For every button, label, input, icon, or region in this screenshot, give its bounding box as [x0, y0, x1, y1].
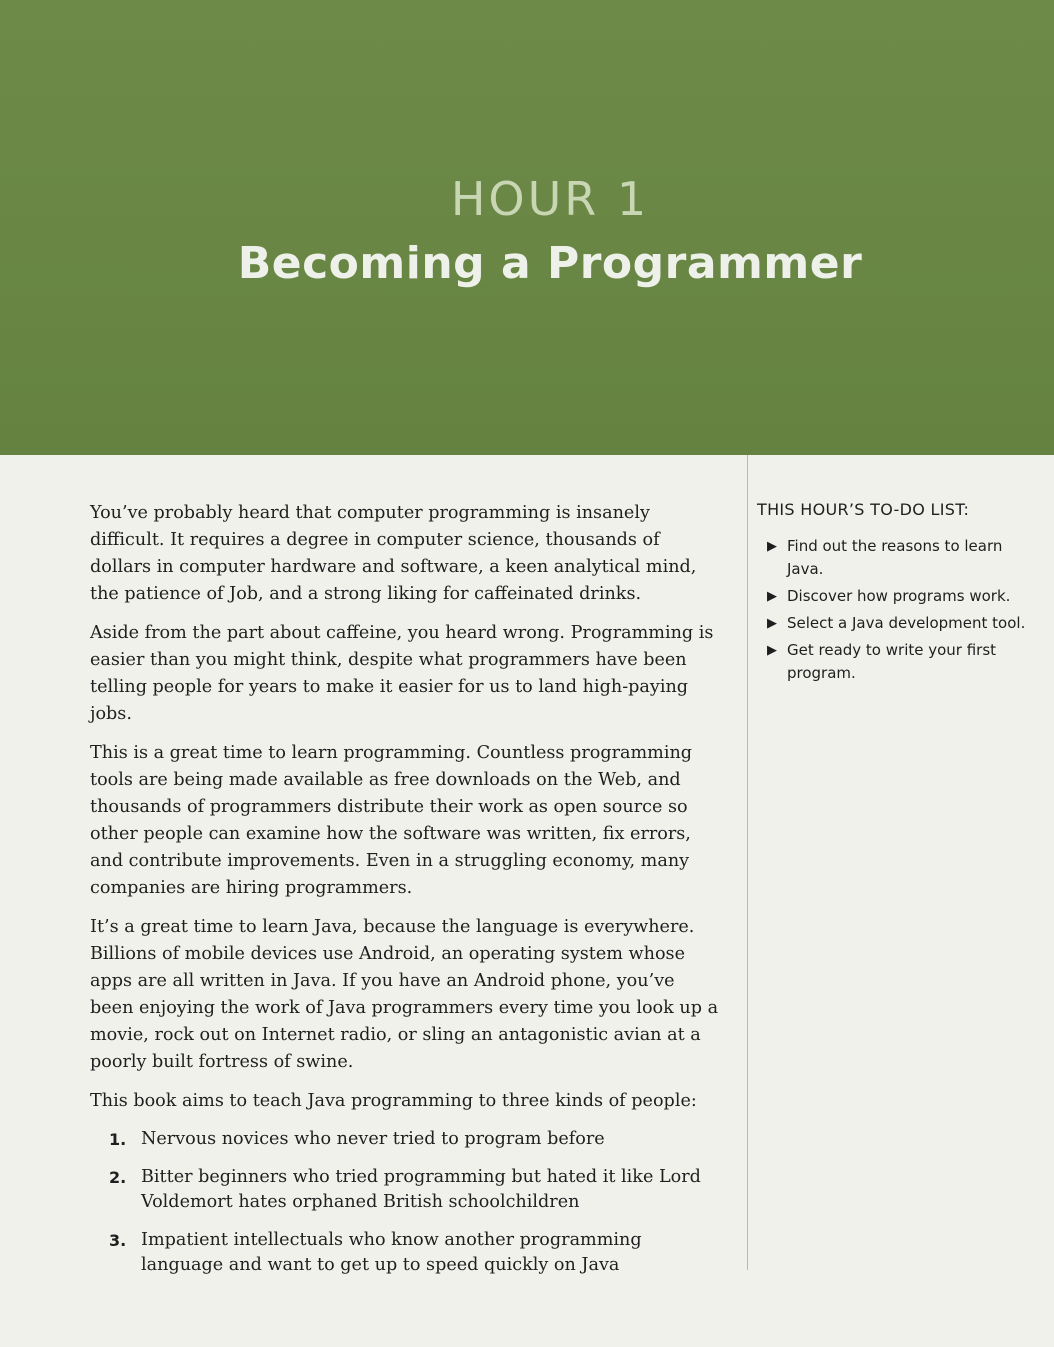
list-item-text: Bitter beginners who tried programming but hated it like Lord Voldemort hates orphaned British schoolchildren: [141, 1167, 701, 1212]
triangle-right-icon: ▶: [767, 539, 777, 554]
todo-heading: THIS HOUR’S TO-DO LIST:: [757, 500, 970, 519]
paragraph-java-everywhere: It’s a great time to learn Java, because the language is everywhere. Billions of mobile devices use Android, an operating system whose apps are all written in Java. If you have an Android phone, you’ve been enjoying the work of Java programmers every time you look up a movie, rock out on Internet radio, or sling an antagonistic avian at a poorly built fortress of swine.: [90, 917, 719, 1072]
list-item: [90, 1127, 720, 1152]
list-number: 2.: [109, 1168, 127, 1187]
chapter-title: Becoming a Programmer: [237, 238, 863, 289]
paragraph-caffeine: Aside from the part about caffeine, you heard wrong. Programming is easier than you might think, despite what programmers have been telling people for years to make it easier for us to land high-paying jobs.: [90, 623, 714, 724]
paragraph-book-aims: This book aims to teach Java programming to three kinds of people:: [90, 1091, 697, 1111]
paragraph-great-time: This is a great time to learn programming. Countless programming tools are being made available as free downloads on the Web, and thousands of programmers distribute their work as open source so other people can examine how the software was written, fix errors, and contribute improvements. Even in a struggling economy, many companies are hiring programmers.: [90, 743, 693, 898]
todo-item-text: Select a Java development tool.: [787, 614, 1026, 632]
todo-sidebar: [757, 500, 1027, 689]
chapter-banner: [0, 0, 1054, 455]
todo-list: [757, 535, 1027, 685]
list-item-text: Impatient intellectuals who know another programming language and want to get up to speed quickly on Java: [141, 1230, 642, 1275]
triangle-right-icon: ▶: [767, 589, 777, 604]
todo-item-text: Get ready to write your first program.: [787, 641, 997, 682]
hour-label: HOUR 1: [450, 172, 650, 226]
list-item-text: Nervous novices who never tried to program before: [141, 1129, 605, 1149]
list-number: 3.: [109, 1231, 127, 1250]
list-item: [90, 1165, 720, 1215]
triangle-right-icon: ▶: [767, 616, 777, 631]
todo-item: [757, 585, 1027, 608]
todo-item-text: Find out the reasons to learn Java.: [787, 537, 1003, 578]
audience-list: [90, 1127, 720, 1278]
todo-item: [757, 535, 1027, 581]
paragraph-intro: You’ve probably heard that computer programming is insanely difficult. It requires a degree in computer science, thousands of dollars in computer hardware and software, a keen analytical mind, the patience of Job, and a strong liking for caffeinated drinks.: [90, 503, 697, 604]
main-text: [90, 500, 720, 1291]
todo-item: [757, 612, 1027, 635]
todo-item: [757, 639, 1027, 685]
triangle-right-icon: ▶: [767, 643, 777, 658]
todo-item-text: Discover how programs work.: [787, 587, 1011, 605]
column-divider: [747, 455, 748, 1270]
list-number: 1.: [109, 1130, 127, 1149]
list-item: [90, 1228, 720, 1278]
